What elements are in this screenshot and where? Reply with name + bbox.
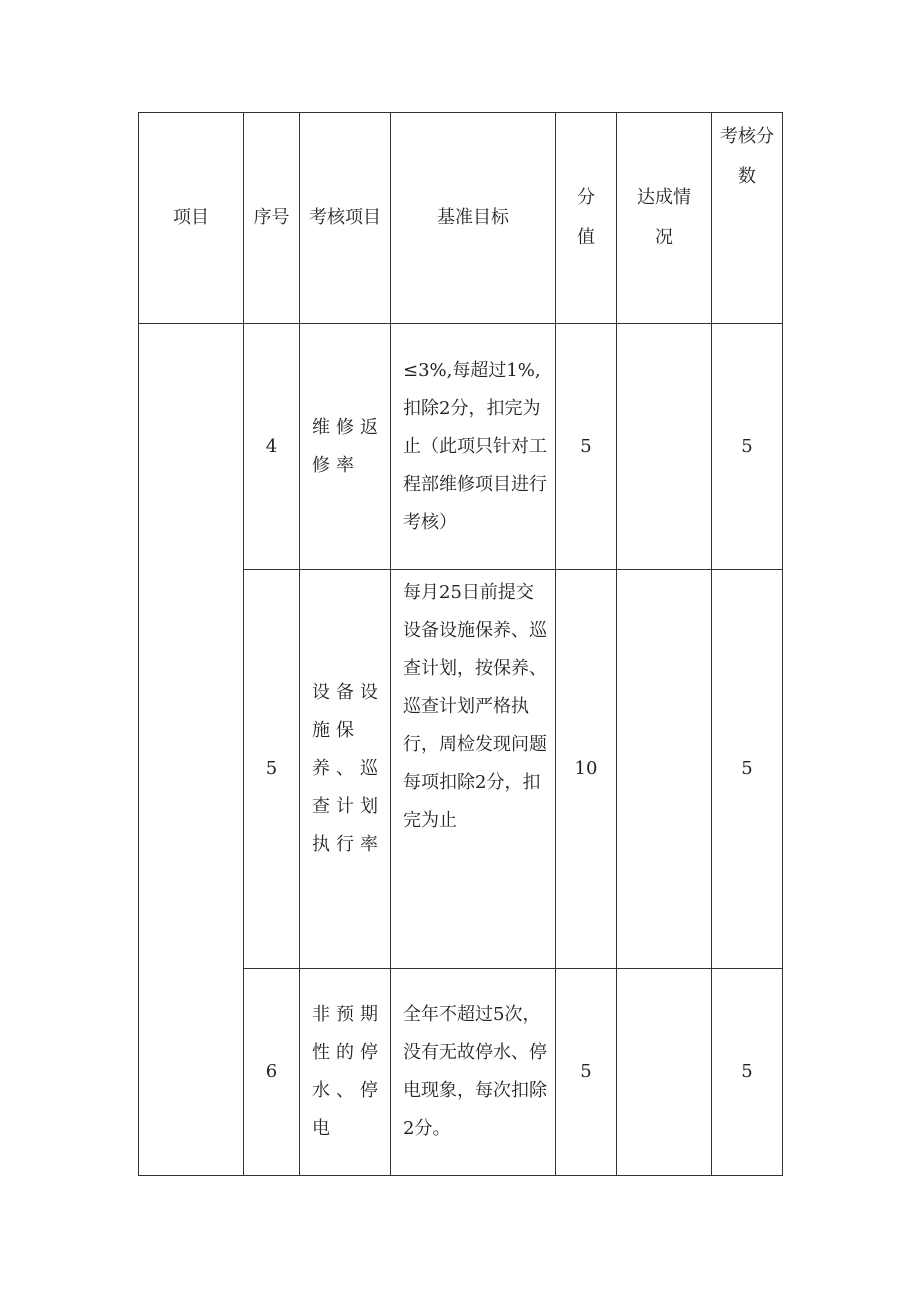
score-cell: 10 bbox=[556, 570, 617, 969]
seq-cell: 4 bbox=[244, 324, 300, 570]
score-cell: 5 bbox=[556, 324, 617, 570]
seq-cell: 5 bbox=[244, 570, 300, 969]
target-cell bbox=[391, 324, 556, 570]
header-assessed: 考核分数 bbox=[712, 113, 783, 324]
table-header-row bbox=[139, 113, 783, 324]
header-status: 达成情况 bbox=[617, 113, 712, 324]
header-score: 分值 bbox=[556, 113, 617, 324]
header-item: 考核项目 bbox=[300, 113, 391, 324]
item-text: 非预期性的停水、停电 bbox=[312, 1004, 384, 1139]
target-text: 每月25日前提交设备设施保养、巡查计划，按保养、巡查计划严格执行，周检发现问题每项扣除2分，扣完为止 bbox=[403, 582, 547, 831]
item-cell bbox=[300, 324, 391, 570]
assessed-cell: 5 bbox=[712, 324, 783, 570]
status-cell bbox=[617, 324, 712, 570]
target-text: ≤3%,每超过1%,扣除2分，扣完为止（此项只针对工程部维修项目进行考核） bbox=[403, 359, 547, 533]
assessed-cell: 5 bbox=[712, 570, 783, 969]
status-cell bbox=[617, 570, 712, 969]
target-cell bbox=[391, 570, 556, 969]
header-seq: 序号 bbox=[244, 113, 300, 324]
item-cell bbox=[300, 969, 391, 1176]
item-text: 维修返修率 bbox=[312, 416, 384, 476]
project-cell bbox=[139, 324, 244, 1176]
target-text: 全年不超过5次，没有无故停水、停电现象，每次扣除2分。 bbox=[403, 1004, 547, 1139]
assessed-cell: 5 bbox=[712, 969, 783, 1176]
header-project: 项目 bbox=[139, 113, 244, 324]
item-text: 设备设施保养、巡查计划执行率 bbox=[312, 682, 384, 855]
target-cell bbox=[391, 969, 556, 1176]
item-cell bbox=[300, 570, 391, 969]
table-row bbox=[139, 324, 783, 570]
score-cell: 5 bbox=[556, 969, 617, 1176]
status-cell bbox=[617, 969, 712, 1176]
seq-cell: 6 bbox=[244, 969, 300, 1176]
assessment-table bbox=[138, 112, 783, 1176]
header-target: 基准目标 bbox=[391, 113, 556, 324]
